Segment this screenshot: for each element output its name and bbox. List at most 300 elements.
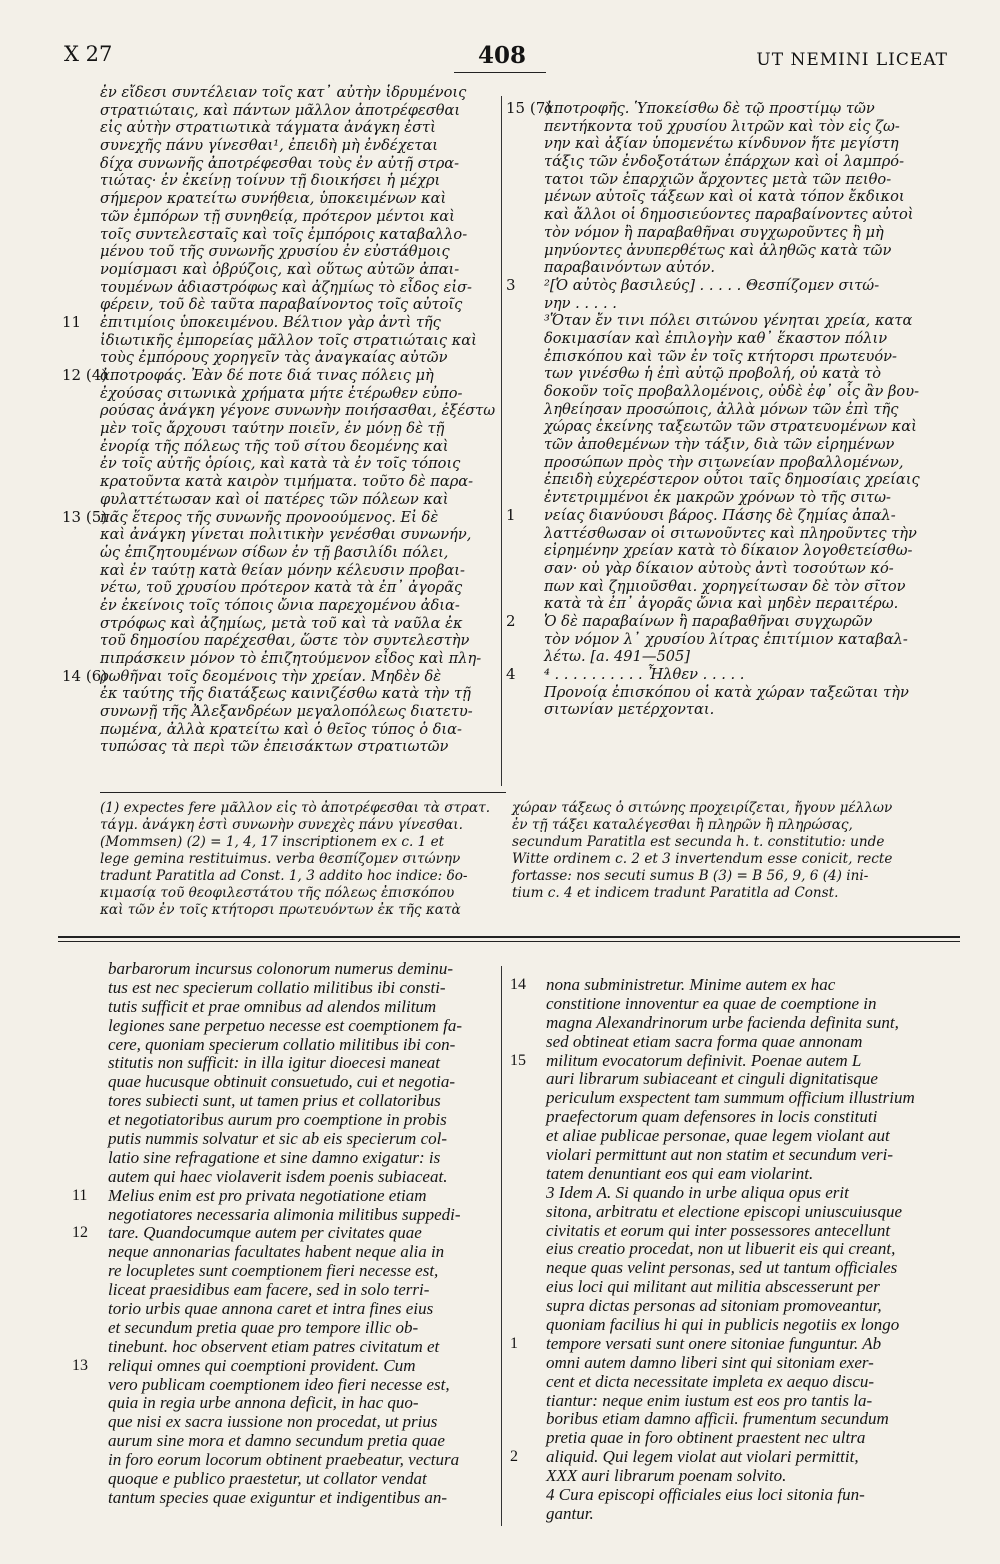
greek-text-line bbox=[100, 632, 492, 650]
greek-text-line bbox=[544, 224, 964, 242]
margin-section-number: 15 bbox=[510, 1051, 526, 1069]
greek-text-line bbox=[100, 385, 492, 403]
line-text: πιπράσκειν μόνον τὸ ἐπιζητούμενον εἶδος καὶ πλη- bbox=[100, 650, 482, 667]
latin-text-line bbox=[546, 1486, 966, 1505]
column-divider-latin bbox=[501, 966, 502, 1526]
line-text: ληθείησαν προσώποις, ἀλλὰ μόνων τῶν ἐπὶ τῆς bbox=[544, 400, 899, 418]
line-text: Προνοίᾳ ἐπισκόπου οἱ κατὰ χώραν ταξεῶται τὴν bbox=[544, 683, 909, 701]
greek-text-right-column bbox=[506, 99, 964, 719]
greek-text-line bbox=[506, 99, 964, 118]
line-text: σήμερον κρατείτω συνήθεια, ὑποκειμένων καὶ bbox=[100, 190, 447, 208]
greek-text-line bbox=[544, 348, 964, 366]
greek-text-line bbox=[544, 489, 964, 507]
line-text: ἐκ ταύτης τῆς διατάξεως καινιζέσθω κατὰ τὴν τῇ bbox=[100, 685, 471, 703]
line-text: violari permittunt aut non statim et secundum veri- bbox=[546, 1145, 894, 1165]
line-text: sed obtineat etiam sacra forma quae annonam bbox=[546, 1031, 863, 1051]
margin-section-number: 13 (5) bbox=[62, 507, 108, 526]
greek-text-line bbox=[544, 383, 964, 401]
greek-text-line bbox=[544, 330, 964, 348]
latin-text-line bbox=[546, 1297, 966, 1316]
latin-text-line bbox=[108, 1376, 496, 1395]
greek-text-line bbox=[100, 597, 492, 615]
line-text: supra dictas personas ad sitoniam promoveantur, bbox=[546, 1296, 882, 1316]
latin-text-line bbox=[108, 1149, 496, 1168]
greek-text-line bbox=[100, 402, 496, 420]
line-text: ἐν τοῖς αὐτῆς ὁρίοις, καὶ κατὰ τὰ ἐν τοῖς τόποις bbox=[100, 455, 461, 473]
latin-text-line bbox=[108, 1413, 496, 1432]
margin-section-number: 13 bbox=[72, 1356, 88, 1374]
line-text: ἐνορίᾳ τῆς πόλεως τῆς τοῦ σίτου δεομένης καὶ bbox=[100, 437, 449, 455]
line-text: periculum exspectent tam summum officium illustrium bbox=[546, 1088, 915, 1108]
greek-text-line bbox=[100, 119, 492, 137]
line-text: XXX auri librarum poenam solvito. bbox=[546, 1466, 787, 1486]
latin-text-line bbox=[108, 1243, 496, 1262]
line-text: ἐπισκόπου καὶ τῶν ἐν τοῖς κτήτορσι πρωτευόν- bbox=[544, 347, 897, 365]
running-head-title: UT NEMINI LICEAT bbox=[756, 50, 948, 70]
footnote-line: lege gemina restituimus. verba θεσπίζομεν σιτώνην bbox=[100, 851, 461, 867]
latin-text-line bbox=[546, 1222, 966, 1241]
greek-text-line bbox=[544, 542, 964, 560]
latin-text-line bbox=[108, 1489, 496, 1508]
margin-section-number: 2 bbox=[510, 1448, 518, 1466]
footnote-line: κιμασίᾳ τοῦ θεοφιλεστάτου τῆς πόλεως ἐπισκόπου bbox=[100, 885, 455, 901]
latin-text-line bbox=[546, 1070, 966, 1089]
line-text: ⁴ . . . . . . . . . . Ἦλθεν . . . . . bbox=[544, 666, 745, 683]
latin-text-line bbox=[108, 1300, 496, 1319]
footnote-line: τάγμ. ἀνάγκη ἐστὶ συνωνὴν συνεχὲς πάνυ γίνεσθαι. bbox=[100, 817, 463, 833]
latin-text-line bbox=[510, 975, 966, 995]
latin-text-line bbox=[108, 1017, 496, 1036]
line-text: re locupletes sunt coemptionem fieri necesse est, bbox=[108, 1261, 439, 1281]
line-text: ἐν ἐκείνοις τοῖς τόποις ὤνια παρεχομένου ἀδια- bbox=[100, 596, 460, 614]
line-text: cent et dicta necessitate impleta ex aequo discu- bbox=[546, 1371, 875, 1391]
line-text: των γινέσθω ἡ ἐπὶ αὐτῷ προβολή, οὐ κατὰ τὸ bbox=[544, 365, 882, 383]
line-text: τοῦ δημοσίου παρέχεσθαι, ὥστε τὸν συντελεστὴν bbox=[100, 632, 470, 650]
line-text: Melius enim est pro privata negotiatione etiam bbox=[108, 1185, 427, 1205]
line-text: τοὺς ἐμπόρους χορηγεῖν τὰς ἀναγκαίας αὐτῶν bbox=[100, 349, 448, 367]
line-text: stitutis non sufficit: in illa igitur dioecesi maneat bbox=[108, 1053, 440, 1073]
footnotes-left bbox=[100, 800, 500, 919]
greek-text-line bbox=[544, 118, 964, 136]
greek-text-line bbox=[506, 665, 964, 684]
latin-text-line bbox=[108, 1092, 496, 1111]
greek-text-line bbox=[100, 226, 492, 244]
latin-text-line bbox=[546, 1505, 966, 1524]
latin-text-line bbox=[108, 1432, 496, 1451]
latin-text-line bbox=[546, 1014, 966, 1033]
line-text: civitatis et eorum qui inter possessores antecellunt bbox=[546, 1220, 891, 1240]
line-text: liceat praesidibus eam facere, sed in solo terri- bbox=[108, 1280, 430, 1300]
footnote-line: fortasse: nos secuti sumus B (3) = B 56, 9, 6 (4) ini- bbox=[512, 868, 869, 884]
latin-text-line bbox=[108, 1451, 496, 1470]
latin-text-line bbox=[108, 1281, 496, 1300]
latin-text-line bbox=[108, 960, 496, 979]
latin-text-line bbox=[546, 1259, 966, 1278]
greek-text-line bbox=[100, 526, 492, 544]
line-text: eius creatio procedat, non ut libuerit eis qui creant, bbox=[546, 1239, 896, 1259]
line-text: κρατοῦντα κατὰ καιρὸν τιμήματα. τοῦτο δὲ παρα- bbox=[100, 473, 474, 491]
section-double-rule-bottom bbox=[58, 941, 960, 942]
latin-text-line bbox=[546, 1033, 966, 1052]
line-text: δοκιμασίαν καὶ ἐπιλογὴν καθ᾽ ἕκαστον πόλιν bbox=[544, 329, 888, 347]
greek-text-line bbox=[544, 312, 964, 330]
line-text: tores subiecti sunt, ut tamen prius et collatoribus bbox=[108, 1091, 441, 1111]
greek-text-line bbox=[544, 259, 964, 277]
line-text: quoniam facilius hi qui in publicis negotiis ex longo bbox=[546, 1315, 900, 1335]
latin-text-line bbox=[108, 1262, 496, 1281]
line-text: νομίσμασι καὶ ὀβρύζοις, καὶ οὕτως αὐτῶν ἀπαι- bbox=[100, 260, 460, 278]
latin-text-line bbox=[108, 1206, 496, 1225]
line-text: καὶ ἄλλοι οἱ δημοσιεύοντες παραβαίνοντες αὐτοὶ bbox=[544, 206, 914, 224]
line-text: στρατιώταις, καὶ πάντων μᾶλλον ἀποτρέφεσθαι bbox=[100, 101, 461, 119]
line-text: καὶ ἐν ταύτῃ κατὰ θείαν μόνην κέλευσιν προβαι- bbox=[100, 561, 465, 579]
line-text: omni autem damno liberi sint qui sitoniam exer- bbox=[546, 1352, 874, 1372]
line-text: torio urbis quae annona caret et intra fines eius bbox=[108, 1299, 434, 1319]
line-text: τατοι τῶν ἐπαρχιῶν ἄρχοντες μετὰ τῶν πειθο- bbox=[544, 170, 892, 188]
line-text: σαν· οὐ γὰρ δίκαιον αὐτοὺς ἀντὶ τοσούτων κό- bbox=[544, 559, 894, 577]
line-text: ἐπειδὴ εὐχερέστερον οὗτοι ταῖς δημοσίαις χρείαις bbox=[544, 471, 920, 489]
greek-text-line bbox=[100, 420, 492, 438]
greek-text-line bbox=[100, 455, 492, 473]
latin-text-line bbox=[546, 1165, 966, 1184]
line-text: ἐντετριμμένοι ἐκ μακρῶν χρόνων τὸ τῆς σιτω- bbox=[544, 489, 891, 507]
line-text: εἰρημένην χρείαν κατὰ τὸ δίκαιον λογοθετείσθω- bbox=[544, 542, 913, 560]
line-text: 4 Cura episcopi officiales eius loci sitonia fun- bbox=[546, 1485, 865, 1505]
greek-text-line bbox=[100, 155, 492, 173]
line-text: tus est nec specierum collatio militibus ibi consti- bbox=[108, 977, 446, 997]
latin-text-line bbox=[72, 1223, 496, 1243]
line-text: boribus etiam damno afficii. frumentum secundum bbox=[546, 1409, 889, 1429]
line-text: nona subministretur. Minime autem ex hac bbox=[546, 975, 836, 994]
latin-text-line bbox=[108, 1168, 496, 1187]
line-text: μένων αὐτοῖς τάξεων καὶ οἱ κατὰ τόπον ἔκδικοι bbox=[544, 188, 905, 206]
footnote-line: (Mommsen) (2) = 1, 4, 17 inscriptionem ex c. 1 et bbox=[100, 834, 445, 850]
line-text: τουμένων ἀδιαστρόφως καὶ ἀζημίως τὸ εἶδος εἰσ- bbox=[100, 278, 472, 296]
line-text: constitione innoventur ea quae de coemptione in bbox=[546, 993, 877, 1013]
line-text: μηνύοντες ἀνυπερθέτως καὶ ἀληθῶς κατὰ τῶν bbox=[544, 241, 892, 259]
line-text: τὸν νόμον λ᾽ χρυσίου λίτρας ἐπιτίμιον καταβαλ- bbox=[544, 630, 908, 648]
line-text: praefectorum quam defensores in locis constituti bbox=[546, 1107, 878, 1127]
greek-text-line bbox=[544, 595, 964, 613]
latin-translation-right-column bbox=[510, 975, 966, 1524]
latin-text-line bbox=[546, 1429, 966, 1448]
greek-text-line bbox=[62, 666, 492, 686]
greek-text-line bbox=[544, 701, 964, 719]
line-text: ²[Ὁ αὐτὸς βασιλεύς] . . . . . Θεσπίζομεν σιτώ- bbox=[544, 276, 880, 294]
line-text: φυλαττέτωσαν καὶ οἱ πατέρες τῶν πόλεων καὶ bbox=[100, 490, 449, 508]
footnote-line: tium c. 4 et indicem tradunt Paratitla ad Const. bbox=[512, 885, 839, 901]
greek-text-line bbox=[100, 137, 492, 155]
section-double-rule-top bbox=[58, 936, 960, 938]
greek-text-line bbox=[506, 611, 964, 631]
line-text: ἐπιτιμίοις ὑποκειμένου. Βέλτιον γὰρ ἀντὶ τῆς bbox=[100, 313, 441, 331]
latin-text-line bbox=[546, 1373, 966, 1392]
greek-text-line bbox=[100, 261, 492, 279]
margin-section-number: 11 bbox=[72, 1186, 88, 1204]
greek-text-line bbox=[100, 721, 492, 739]
latin-text-line bbox=[546, 1354, 966, 1373]
line-text: Ὁ δὲ παραβαίνων ἢ παραβαθῆναι συγχωρῶν bbox=[544, 612, 873, 630]
greek-text-line bbox=[100, 84, 492, 102]
line-text: τιώτας· ἐν ἐκείνῃ τοίνυν τῇ διοικήσει ἡ μέχρι bbox=[100, 172, 441, 190]
footnote-line: ἐν τῇ τάξει καταλέγεσθαι ἢ πληρῶν ἢ πληρώσας, bbox=[512, 817, 853, 833]
greek-text-line bbox=[544, 401, 964, 419]
latin-text-line bbox=[510, 1447, 966, 1467]
greek-text-line bbox=[100, 650, 492, 668]
footnote-line: καὶ τῶν ἐν τοῖς κτήτορσι πρωτευόντων ἐκ τῆς κατὰ bbox=[100, 902, 461, 918]
line-text: ἀποτροφάς. Ἐὰν δέ ποτε διά τινας πόλεις μὴ bbox=[100, 367, 434, 384]
margin-section-number: 3 bbox=[506, 275, 516, 294]
greek-text-line bbox=[100, 438, 492, 456]
latin-text-line bbox=[108, 998, 496, 1017]
greek-text-line bbox=[100, 562, 492, 580]
greek-text-line bbox=[62, 366, 492, 385]
greek-text-line bbox=[544, 560, 964, 578]
line-text: eius loci qui militant aut militia abscesserunt per bbox=[546, 1277, 880, 1297]
greek-text-line bbox=[544, 418, 964, 436]
line-text: πωμένα, ἀλλὰ κρατείτω καὶ ὁ θεῖος τύπος ὁ δια- bbox=[100, 720, 462, 738]
greek-text-line bbox=[100, 296, 492, 314]
line-text: λαττέσθωσαν οἱ σιτωνοῦντες καὶ πληροῦντες τὴν bbox=[544, 524, 917, 542]
latin-text-line bbox=[546, 1146, 966, 1165]
line-text: gantur. bbox=[546, 1503, 594, 1523]
footnotes-right bbox=[512, 800, 952, 902]
line-text: quia in regia urbe annona deficit, in hac quo- bbox=[108, 1393, 419, 1413]
greek-text-line bbox=[506, 275, 964, 295]
latin-text-line bbox=[72, 1185, 496, 1206]
footnote-line: tradunt Paratitla ad Const. 1, 3 addito hoc indice: δο- bbox=[100, 868, 468, 884]
latin-text-line bbox=[108, 1394, 496, 1413]
latin-text-line bbox=[546, 1203, 966, 1222]
line-text: τὸν νόμον ἢ παραβαθῆναι συγχωροῦντες ἢ μὴ bbox=[544, 223, 884, 241]
greek-text-line bbox=[544, 188, 964, 206]
line-text: tare. Quandocumque autem per civitates quae bbox=[108, 1223, 422, 1243]
line-text: τῶν ἐμπόρων τῇ συνηθείᾳ, πρότερον μέντοι καὶ bbox=[100, 207, 455, 225]
line-text: δίχα συνωνῆς ἀποτρέφεσθαι τοὺς ἐν αὐτῇ στρα- bbox=[100, 154, 460, 172]
margin-section-number: 15 (7) bbox=[506, 99, 552, 117]
greek-text-line bbox=[100, 172, 492, 190]
line-text: νείας διανύουσι βάρος. Πάσης δὲ ζημίας ἀπαλ- bbox=[544, 506, 896, 524]
line-text: tatem denuntiant eos qui eam violarint. bbox=[546, 1163, 814, 1183]
line-text: τυπώσας τὰ περὶ τῶν ἐπεισάκτων στρατιωτῶν bbox=[100, 738, 449, 756]
margin-section-number: 1 bbox=[506, 505, 516, 524]
margin-section-number: 12 bbox=[72, 1224, 88, 1242]
line-text: παραβαινόντων αὐτόν. bbox=[544, 259, 716, 277]
line-text: ρούσας ἀνάγκη γέγονε συνωνὴν ποιήσασθαι, ἐξέστω bbox=[100, 402, 496, 420]
greek-text-line bbox=[100, 544, 492, 562]
line-text: πᾶς ἕτερος τῆς συνωνῆς προνοούμενος. Εἰ δὲ bbox=[100, 508, 439, 526]
line-text: in foro eorum locorum obtinent praebeatur, vectura bbox=[108, 1450, 460, 1470]
greek-text-line bbox=[544, 631, 964, 649]
running-head-chapter: X 27 bbox=[64, 42, 113, 66]
greek-text-line bbox=[544, 242, 964, 260]
line-text: pretia quae in foro obtinent praestent nec ultra bbox=[546, 1428, 866, 1448]
latin-text-line bbox=[108, 1054, 496, 1073]
greek-text-line bbox=[100, 615, 492, 633]
latin-text-line bbox=[546, 1240, 966, 1259]
latin-text-line bbox=[546, 1410, 966, 1429]
line-text: quae hucusque obtinuit consuetudo, cui et negotia- bbox=[108, 1072, 456, 1092]
greek-text-line bbox=[544, 648, 964, 666]
greek-text-line bbox=[544, 365, 964, 383]
latin-text-line bbox=[108, 1111, 496, 1130]
latin-text-line bbox=[108, 1073, 496, 1092]
margin-section-number: 11 bbox=[62, 312, 82, 331]
greek-text-line bbox=[100, 208, 492, 226]
line-text: tempore versati sunt onere sitoniae funguntur. Ab bbox=[546, 1333, 882, 1353]
greek-text-line bbox=[544, 295, 964, 313]
line-text: putis nummis solvatur et sic ab eis specierum col- bbox=[108, 1129, 448, 1149]
latin-text-line bbox=[546, 1108, 966, 1127]
latin-text-line bbox=[108, 1338, 496, 1357]
line-text: neque quas velint personas, sed ut tantum officiales bbox=[546, 1258, 898, 1278]
greek-text-line bbox=[544, 525, 964, 543]
line-text: ἐν εἴδεσι συντέλειαν τοῖς κατ᾽ αὐτὴν ἱδρυμένοις bbox=[100, 84, 467, 101]
line-text: aliquid. Qui legem violat aut violari permittit, bbox=[546, 1447, 859, 1467]
line-text: σιτωνίαν μετέρχονται. bbox=[544, 701, 715, 719]
margin-section-number: 12 (4) bbox=[62, 366, 108, 384]
line-text: νέτω, τοῦ χρυσίου πρότερον κατὰ τὰ ἐπ᾽ ἀγορᾶς bbox=[100, 579, 463, 597]
line-text: εἰς αὐτὴν στρατιωτικὰ τάγματα ἀνάγκη ἐστὶ bbox=[100, 119, 436, 137]
latin-text-line bbox=[108, 979, 496, 998]
latin-text-line bbox=[546, 1316, 966, 1335]
latin-text-line bbox=[546, 995, 966, 1014]
line-text: militum evocatorum definivit. Poenae autem L bbox=[546, 1050, 862, 1070]
latin-text-line bbox=[546, 1467, 966, 1486]
latin-translation-left-column bbox=[72, 959, 496, 1508]
latin-text-line bbox=[546, 1392, 966, 1411]
greek-text-line bbox=[100, 579, 492, 597]
greek-text-line bbox=[100, 738, 492, 756]
line-text: νην . . . . . bbox=[544, 294, 617, 312]
latin-text-line bbox=[72, 1355, 496, 1376]
line-text: neque annonarias facultates habent neque alia in bbox=[108, 1242, 445, 1262]
line-text: sitona, arbitratu et electione episcopi uniuscuiusque bbox=[546, 1201, 903, 1221]
line-text: et aliae publicae personae, quae legem violant aut bbox=[546, 1126, 890, 1146]
greek-text-line bbox=[100, 243, 492, 261]
line-text: πων καὶ ζημιοῦσθαι. χορηγείτωσαν δὲ τὸν σῖτον bbox=[544, 577, 906, 595]
line-text: προσώπων πρὸς τὴν σιτωνείαν προβαλλομένων, bbox=[544, 453, 904, 471]
line-text: ³Ὅταν ἔν τινι πόλει σιτώνου γένηται χρεία, κατα bbox=[544, 312, 913, 330]
greek-text-line bbox=[544, 171, 964, 189]
line-text: legiones sane perpetuo necesse est coemptionem fa- bbox=[108, 1015, 463, 1035]
margin-section-number: 1 bbox=[510, 1334, 518, 1352]
margin-section-number: 14 bbox=[510, 976, 526, 993]
greek-text-line bbox=[544, 471, 964, 489]
greek-text-line bbox=[544, 684, 964, 702]
latin-text-line bbox=[546, 1127, 966, 1146]
column-divider-greek bbox=[501, 96, 502, 786]
greek-text-left-column bbox=[62, 84, 496, 756]
line-text: λέτω. [a. 491—505] bbox=[544, 648, 691, 666]
line-text: autem qui haec violaverit isdem poenis subiaceat. bbox=[108, 1166, 448, 1186]
latin-text-line bbox=[546, 1184, 966, 1203]
line-text: φέρειν, τοῦ δὲ ταῦτα παραβαίνοντος τοῖς αὐτοῖς bbox=[100, 296, 463, 314]
line-text: 3 Idem A. Si quando in urbe aliqua opus erit bbox=[546, 1182, 849, 1202]
greek-text-line bbox=[544, 135, 964, 153]
header-rule bbox=[454, 72, 546, 73]
line-text: πεντήκοντα τοῦ χρυσίου λιτρῶν καὶ τὸν εἰς ζω- bbox=[544, 117, 900, 135]
greek-text-line bbox=[100, 491, 492, 509]
line-text: ἀποτροφῆς. Ὑποκείσθω δὲ τῷ προστίμῳ τῶν bbox=[544, 100, 875, 117]
line-text: et negotiatoribus aurum pro coemptione in probis bbox=[108, 1110, 447, 1130]
greek-text-line bbox=[506, 505, 964, 525]
line-text: συνεχῆς πάνυ γίνεσθαι¹, ἐπειδὴ μὴ ἐνδέχεται bbox=[100, 137, 439, 155]
line-text: barbarorum incursus colonorum numerus deminu- bbox=[108, 959, 454, 978]
line-text: στρόφως καὶ ἀζημίως, μετὰ τοῦ καὶ τὰ ναῦλα ἐκ bbox=[100, 614, 463, 632]
line-text: χώρας ἐκείνης ταξεωτῶν τῶν στρατευομένων καὶ bbox=[544, 418, 917, 436]
latin-text-line bbox=[546, 1089, 966, 1108]
greek-text-line bbox=[544, 436, 964, 454]
latin-text-line bbox=[108, 1036, 496, 1055]
line-text: tinebunt. hoc observent etiam patres civitatum et bbox=[108, 1336, 440, 1356]
line-text: ὡς ἐπιζητουμένων σίδων ἐν τῇ βασιλίδι πόλει, bbox=[100, 543, 449, 561]
greek-text-line bbox=[100, 190, 492, 208]
margin-section-number: 4 bbox=[506, 665, 516, 683]
line-text: magna Alexandrinorum urbe facienda definita sunt, bbox=[546, 1012, 899, 1032]
greek-text-line bbox=[544, 454, 964, 472]
latin-text-line bbox=[108, 1319, 496, 1338]
line-text: reliqui omnes qui coemptioni provident. Cum bbox=[108, 1355, 416, 1375]
line-text: tiantur: neque enim iustum est eos pro tantis la- bbox=[546, 1390, 873, 1410]
line-text: μένου τοῦ τῆς συνωνῆς χρυσίου ἐν εὐστάθμοις bbox=[100, 243, 450, 261]
greek-text-line bbox=[100, 473, 492, 491]
line-text: vero publicam coemptionem ideo fieri necesse est, bbox=[108, 1374, 450, 1394]
greek-text-line bbox=[544, 578, 964, 596]
footnote-line: χώραν τάξεως ὁ σιτώνης προχειρίζεται, ἤγουν μέλλων bbox=[512, 800, 893, 816]
page-number: 408 bbox=[478, 42, 527, 69]
line-text: ρωθῆναι τοῖς δεομένοις τὴν χρείαν. Μηδὲν δὲ bbox=[100, 667, 442, 685]
greek-text-line bbox=[62, 312, 492, 332]
line-text: μὲν τοῖς ἄρχουσι ταύτην ποιεῖν, ἐν μόνῃ δὲ τῇ bbox=[100, 420, 445, 438]
line-text: τῶν ἀποθεμένων τὴν τάξιν, διὰ τῶν εἰρημένων bbox=[544, 436, 895, 454]
line-text: et secundum pretia quae pro tempore illic ob- bbox=[108, 1317, 419, 1337]
line-text: quoque e publico praestetur, ut collator vendat bbox=[108, 1469, 427, 1489]
line-text: κατὰ τὰ ἐπ᾽ ἀγορᾶς ὤνια καὶ μηδὲν περαιτέρω. bbox=[544, 595, 899, 613]
latin-text-line bbox=[546, 1278, 966, 1297]
margin-section-number: 14 (6) bbox=[62, 666, 108, 685]
line-text: τοῖς συντελεσταῖς καὶ τοῖς ἐμπόροις καταβαλλο- bbox=[100, 225, 468, 243]
greek-text-line bbox=[100, 703, 492, 721]
line-text: τάξις τῶν ἐνδοξοτάτων ἐπάρχων καὶ οἱ λαμπρό- bbox=[544, 153, 905, 171]
line-text: νην καὶ ἀξίαν ὑπομενέτω κίνδυνον ἥτε μεγίστη bbox=[544, 135, 899, 153]
footnote-line: (1) expectes fere μᾶλλον εἰς τὸ ἀποτρέφεσθαι τὰ στρατ. bbox=[100, 800, 491, 816]
margin-section-number: 2 bbox=[506, 611, 516, 630]
line-text: συνωνῇ τῆς Ἀλεξανδρέων μεγαλοπόλεως διατετυ- bbox=[100, 703, 473, 721]
greek-text-line bbox=[100, 349, 492, 367]
footnote-line: Witte ordinem c. 2 et 3 invertendum esse conicit, recte bbox=[512, 851, 893, 867]
greek-text-line bbox=[544, 206, 964, 224]
greek-text-line bbox=[100, 332, 492, 350]
footnote-line: secundum Paratitla est secunda h. t. constitutio: unde bbox=[512, 834, 885, 850]
line-text: latio sine refragatione et sine damno exigatur: is bbox=[108, 1147, 441, 1167]
latin-text-line bbox=[510, 1333, 966, 1354]
latin-text-line bbox=[108, 1130, 496, 1149]
line-text: ἰδιωτικῆς ἐμπορείας μᾶλλον τοῖς στρατιώταις καὶ bbox=[100, 331, 477, 349]
line-text: ἐχούσας σιτωνικὰ χρήματα μήτε ἑτέρωθεν εὐπο- bbox=[100, 384, 463, 402]
line-text: aurum sine mora et damno secundum pretia quae bbox=[108, 1431, 445, 1451]
latin-text-line bbox=[510, 1050, 966, 1071]
line-text: negotiatores necessaria alimonia militibus suppedi- bbox=[108, 1204, 461, 1224]
greek-text-line bbox=[62, 507, 492, 527]
line-text: tantum species quae exiguntur et indigentibus an- bbox=[108, 1487, 447, 1507]
notes-rule bbox=[100, 792, 506, 793]
latin-text-line bbox=[108, 1470, 496, 1489]
line-text: auri librarum subiaceant et cinguli dignitatisque bbox=[546, 1069, 878, 1089]
greek-text-line bbox=[100, 279, 492, 297]
greek-text-line bbox=[544, 153, 964, 171]
line-text: καὶ ἀνάγκη γίνεται πολιτικὴν γενέσθαι συνωνήν, bbox=[100, 526, 472, 544]
